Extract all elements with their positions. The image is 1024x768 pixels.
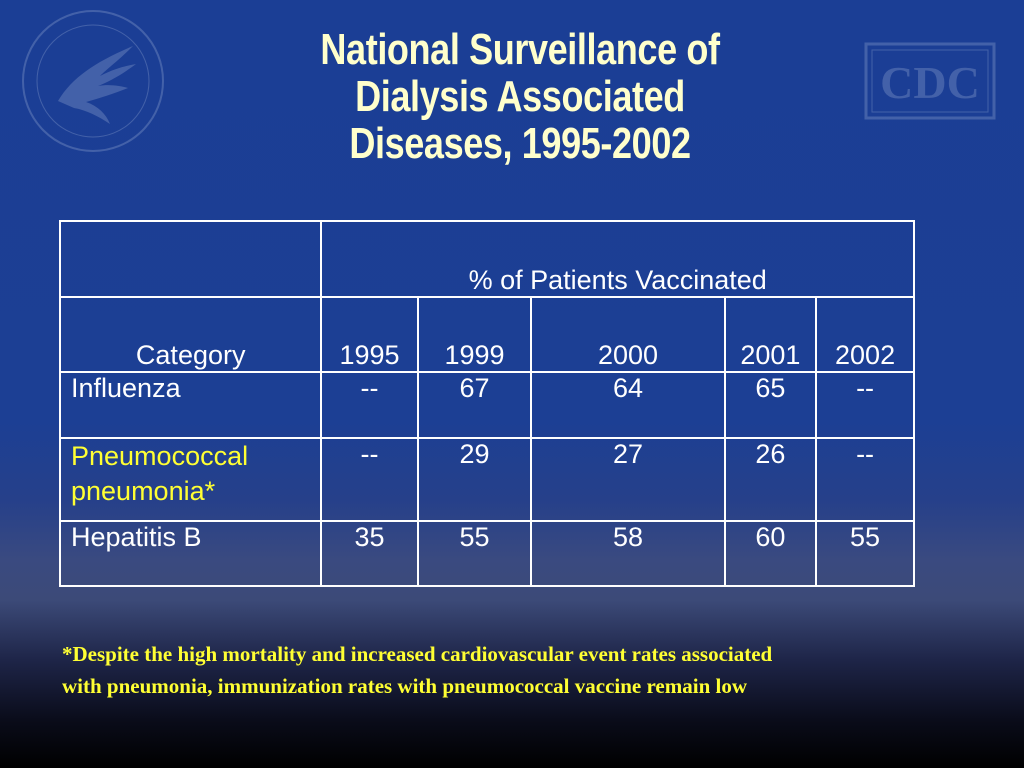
footnote: [62, 638, 952, 702]
cdc-logo: [864, 42, 996, 120]
year-header-cell: 1999: [418, 297, 532, 372]
value-cell: 26: [725, 438, 816, 521]
value-cell: --: [321, 372, 417, 438]
title-line-2: Dialysis Associated: [355, 72, 685, 122]
value-cell: 29: [418, 438, 532, 521]
table-row: [60, 521, 914, 586]
value-cell: --: [321, 438, 417, 521]
value-cell: 65: [725, 372, 816, 438]
table-column-header-row: [60, 297, 914, 372]
table-group-header-row: [60, 221, 914, 297]
value-cell: 58: [531, 521, 724, 586]
year-header-cell: 2001: [725, 297, 816, 372]
category-line-1: Pneumococcal: [71, 441, 249, 471]
title-line-3: Diseases, 1995-2002: [349, 119, 691, 169]
value-cell: 27: [531, 438, 724, 521]
value-cell: 67: [418, 372, 532, 438]
category-cell: Hepatitis B: [60, 521, 321, 586]
category-cell: Influenza: [60, 372, 321, 438]
value-cell: 55: [418, 521, 532, 586]
year-header-cell: 2002: [816, 297, 914, 372]
year-header-cell: 2000: [531, 297, 724, 372]
value-cell: 60: [725, 521, 816, 586]
hhs-eagle-logo: [18, 6, 168, 156]
slide-title: [258, 26, 783, 167]
table-row: [60, 372, 914, 438]
footnote-line-2: with pneumonia, immunization rates with pneumococcal vaccine remain low: [62, 674, 748, 698]
value-cell: 64: [531, 372, 724, 438]
category-cell: [60, 438, 321, 521]
svg-text:CDC: CDC: [880, 57, 980, 108]
year-header-cell: 1995: [321, 297, 417, 372]
category-line-2: pneumonia*: [71, 475, 216, 506]
table-row: [60, 438, 914, 521]
value-cell: --: [816, 438, 914, 521]
category-header-cell: Category: [60, 297, 321, 372]
title-line-1: National Surveillance of: [320, 25, 720, 74]
group-header-cell: % of Patients Vaccinated: [321, 221, 914, 297]
value-cell: 55: [816, 521, 914, 586]
footnote-line-1: *Despite the high mortality and increased cardiovascular event rates associated: [62, 642, 773, 666]
value-cell: 35: [321, 521, 417, 586]
vaccination-table: [59, 220, 915, 587]
empty-header-cell: [60, 221, 321, 297]
value-cell: --: [816, 372, 914, 438]
